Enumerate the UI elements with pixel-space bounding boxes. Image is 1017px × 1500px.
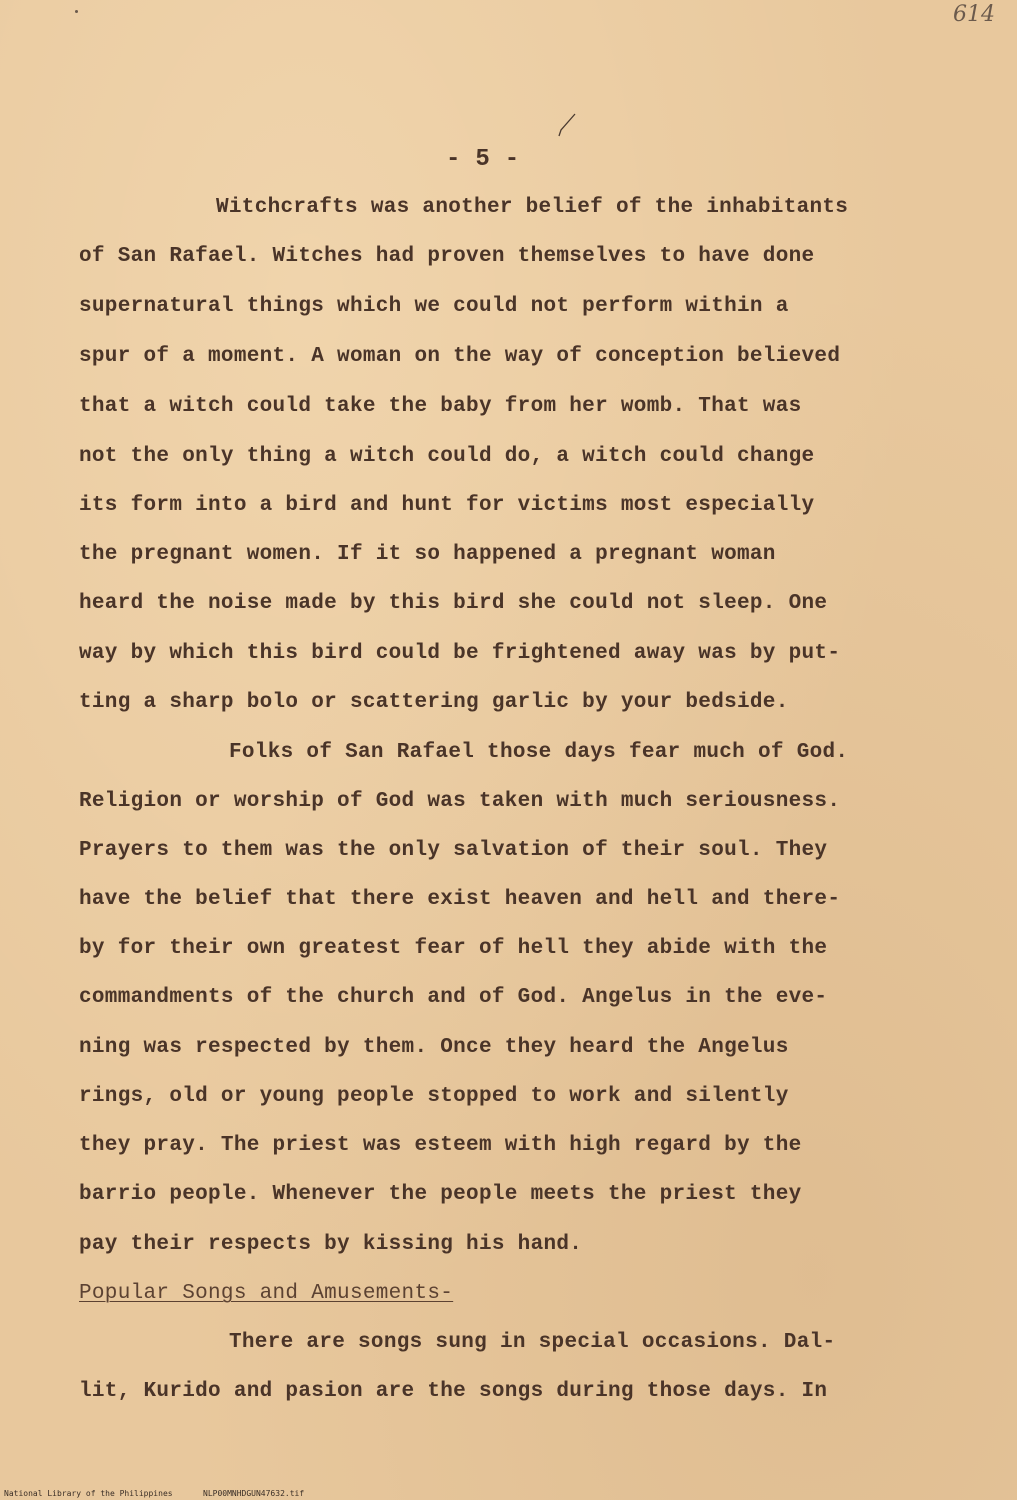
paragraph-line: its form into a bird and hunt for victims most especially	[79, 494, 815, 517]
paragraph-line: Folks of San Rafael those days fear much of God.	[229, 741, 849, 764]
paragraph-line: way by which this bird could be frightened away was by put-	[79, 642, 841, 665]
paragraph-line: spur of a moment. A woman on the way of conception believed	[79, 345, 841, 368]
archive-number: 614	[953, 2, 995, 27]
paragraph-line: Religion or worship of God was taken with much seriousness.	[79, 790, 841, 813]
section-heading: Popular Songs and Amusements-	[79, 1282, 454, 1305]
paragraph-line: lit, Kurido and pasion are the songs during those days. In	[79, 1380, 828, 1403]
page-number: - 5 -	[446, 146, 520, 173]
paragraph-line: commandments of the church and of God. Angelus in the eve-	[79, 986, 828, 1009]
paragraph-line: of San Rafael. Witches had proven themselves to have done	[79, 245, 815, 268]
paragraph-line: ning was respected by them. Once they heard the Angelus	[79, 1036, 789, 1059]
paragraph-line: they pray. The priest was esteem with high regard by the	[79, 1134, 802, 1157]
footer-filename: NLP00MNHDGUN47632.tif	[203, 1489, 305, 1498]
paragraph-line: There are songs sung in special occasions. Dal-	[229, 1331, 836, 1354]
paragraph-line: barrio people. Whenever the people meets the priest they	[79, 1183, 802, 1206]
paragraph-line: Witchcrafts was another belief of the inhabitants	[216, 196, 849, 219]
pencil-tick-icon	[555, 112, 579, 138]
paragraph-line: by for their own greatest fear of hell they abide with the	[79, 937, 828, 960]
paragraph-line: have the belief that there exist heaven and hell and there-	[79, 888, 841, 911]
paragraph-line: heard the noise made by this bird she could not sleep. One	[79, 592, 828, 615]
paragraph-line: that a witch could take the baby from her womb. That was	[79, 395, 802, 418]
paragraph-line: rings, old or young people stopped to work and silently	[79, 1085, 789, 1108]
paragraph-line: supernatural things which we could not perform within a	[79, 295, 789, 318]
paragraph-line: ting a sharp bolo or scattering garlic by your bedside.	[79, 691, 789, 714]
paragraph-line: pay their respects by kissing his hand.	[79, 1233, 583, 1256]
paragraph-line: the pregnant women. If it so happened a pregnant woman	[79, 543, 776, 566]
paragraph-line: Prayers to them was the only salvation of their soul. They	[79, 839, 828, 862]
paragraph-line: not the only thing a witch could do, a witch could change	[79, 445, 815, 468]
corner-mark	[75, 10, 78, 13]
footer-library: National Library of the Philippines	[4, 1489, 173, 1498]
